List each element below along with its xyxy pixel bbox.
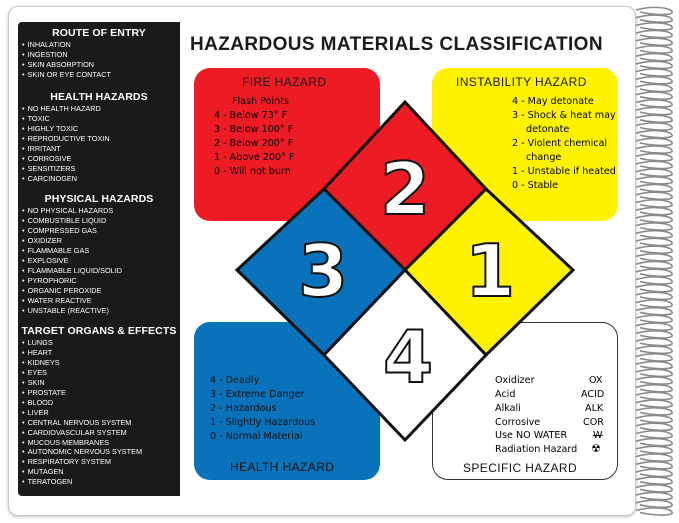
list-item: • EXPLOSIVE [22,256,180,266]
health-row: 2 - Hazardous [210,403,277,414]
spiral-coil [636,339,672,346]
list-item: • INHALATION [22,40,180,50]
instability-row: change [526,152,562,163]
instability-row: 3 - Shock & heat may [512,110,616,121]
spiral-coil [636,154,672,161]
list-item: • SKIN [22,378,180,388]
spiral-coil [636,192,672,199]
health-hazard-title: HEALTH HAZARD [230,460,335,474]
spiral-coil [636,169,672,176]
list-item: • LIVER [22,408,180,418]
list-item: • ORGANIC PEROXIDE [22,286,180,296]
spiral-coil [636,277,672,284]
section-heading: PHYSICAL HAZARDS [44,193,154,205]
spiral-coil [636,331,672,338]
specific-row-code: COR [583,417,604,428]
spiral-coil [636,185,672,192]
instability-row: detonate [526,124,570,135]
health-row: 4 - Deadly [210,375,260,386]
specific-row-name: Use NO WATER [495,430,568,441]
spiral-coil [636,123,672,130]
list-item: • FLAMMABLE GAS [22,246,180,256]
spiral-coil [636,354,672,361]
list-item: • RESPIRATORY SYSTEM [22,457,180,467]
list-item: • CARDIOVASCULAR SYSTEM [22,428,180,438]
spiral-coil [636,508,672,515]
fire-row: 4 - Below 73° F [214,110,288,121]
section-heading: HEALTH HAZARDS [50,91,148,103]
specific-row-code: W [593,430,603,441]
fire-row: 3 - Below 100° F [214,124,294,135]
spiral-coil [636,69,672,76]
spiral-coil [636,131,672,138]
list-item: • TOXIC [22,114,180,124]
list-item: • SENSITIZERS [22,164,180,174]
section-heading: ROUTE OF ENTRY [52,27,146,39]
instability-row: 0 - Stable [512,180,559,191]
spiral-coil [636,92,672,99]
health-row: 3 - Extreme Danger [210,389,305,400]
spiral-coil [636,231,672,238]
spiral-coil [636,31,672,38]
specific-row-name: Corrosive [495,417,541,428]
spiral-coil [636,377,672,384]
fire-row: 2 - Below 200° F [214,138,294,149]
health-row: 1 - Slightly Hazardous [210,417,316,428]
specific-row-name: Radiation Hazard [495,444,578,455]
spiral-coil [636,177,672,184]
spiral-coil [636,7,672,14]
spiral-coil [636,431,672,438]
spiral-coil [636,308,672,315]
spiral-coil [636,285,672,292]
list-item: • IRRITANT [22,144,180,154]
spiral-coil [636,423,672,430]
spiral-coil [636,38,672,45]
specific-row-code: OX [589,375,603,386]
fire-rating: 2 [379,147,431,231]
list-item: • OXIDIZER [22,236,180,246]
list-item: • INGESTION [22,50,180,60]
spiral-coil [636,138,672,145]
fire-row: 0 - Will not burn [214,166,291,177]
spiral-coil [636,108,672,115]
specific-row-name: Oxidizer [495,375,535,386]
health-row: 0 - Normal Material [210,431,303,442]
spiral-coil [636,100,672,107]
spiral-coil [636,246,672,253]
spiral-coil [636,84,672,91]
spiral-coil [636,61,672,68]
spiral-coil [636,446,672,453]
list-item: • TERATOGEN [22,477,180,487]
list-item: • MUTAGEN [22,467,180,477]
list-item: • BLOOD [22,398,180,408]
specific-row-name: Alkali [495,403,521,414]
spiral-coil [636,161,672,168]
list-item: • CORROSIVE [22,154,180,164]
instability-rating: 1 [464,229,516,313]
spiral-coil [636,223,672,230]
list-item: • LUNGS [22,338,180,348]
spiral-coil [636,454,672,461]
list-item: • PROSTATE [22,388,180,398]
list-item: • NO PHYSICAL HAZARDS [22,206,180,216]
list-item: • FLAMMABLE LIQUID/SOLID [22,266,180,276]
specific-row-name: Acid [495,389,516,400]
spiral-coil [636,500,672,507]
list-item: • UNSTABLE (REACTIVE) [22,306,180,316]
spiral-coil [636,346,672,353]
health-rating: 3 [297,229,349,313]
spiral-coil [636,146,672,153]
spiral-coil [636,315,672,322]
spiral-coil [636,462,672,469]
list-item: • MUCOUS MEMBRANES [22,438,180,448]
list-item: • CENTRAL NERVOUS SYSTEM [22,418,180,428]
spiral-coil [636,400,672,407]
spiral-coil [636,46,672,53]
instability-hazard-title: INSTABILITY HAZARD [456,75,587,89]
specific-row-code: ACID [581,389,605,400]
list-item: • SKIN OR EYE CONTACT [22,70,180,80]
spiral-coil [636,416,672,423]
spiral-coil [636,392,672,399]
spiral-coil [636,439,672,446]
spiral-binding [634,0,679,523]
specific-rating: 4 [382,315,434,399]
spiral-coil [636,15,672,22]
spiral-coil [636,323,672,330]
instability-row: 4 - May detonate [512,96,594,107]
spiral-coil [636,23,672,30]
fire-subtitle: Flash Points [232,96,290,107]
spiral-coil [636,385,672,392]
spiral-coil [636,300,672,307]
specific-row-code: ALK [585,403,604,414]
list-item: • PYROPHORIC [22,276,180,286]
spiral-coil [636,369,672,376]
list-item: • AUTONOMIC NERVOUS SYSTEM [22,447,180,457]
spiral-coil [636,77,672,84]
list-item: • WATER REACTIVE [22,296,180,306]
list-item: • COMBUSTIBLE LIQUID [22,216,180,226]
page-title: HAZARDOUS MATERIALS CLASSIFICATION [190,34,603,55]
spiral-coil [636,362,672,369]
spiral-coil [636,262,672,269]
instability-row: 1 - Unstable if heated [512,166,616,177]
spiral-coil [636,54,672,61]
list-item: • COMPRESSED GAS [22,226,180,236]
spiral-coil [636,215,672,222]
section-heading: TARGET ORGANS & EFFECTS [21,325,177,337]
spiral-coil [636,115,672,122]
spiral-coil [636,493,672,500]
spiral-coil [636,408,672,415]
fire-row: 1 - Above 200° F [214,152,295,163]
spiral-coil [636,208,672,215]
list-item: • NO HEALTH HAZARD [22,104,180,114]
instability-row: 2 - Violent chemical [512,138,608,149]
list-item: • KIDNEYS [22,358,180,368]
spiral-coil [636,477,672,484]
radiation-icon: ☢ [591,442,601,455]
list-item: • SKIN ABSORPTION [22,60,180,70]
spiral-coil [636,292,672,299]
list-item: • HEART [22,348,180,358]
list-item: • REPRODUCTIVE TOXIN [22,134,180,144]
spiral-coil [636,469,672,476]
spiral-coil [636,485,672,492]
fire-hazard-title: FIRE HAZARD [242,75,327,89]
spiral-coil [636,254,672,261]
spiral-coil [636,269,672,276]
list-item: • EYES [22,368,180,378]
specific-hazard-title: SPECIFIC HAZARD [463,461,578,475]
list-item: • CARCINOGEN [22,174,180,184]
list-item: • HIGHLY TOXIC [22,124,180,134]
spiral-coil [636,238,672,245]
spiral-coil [636,200,672,207]
